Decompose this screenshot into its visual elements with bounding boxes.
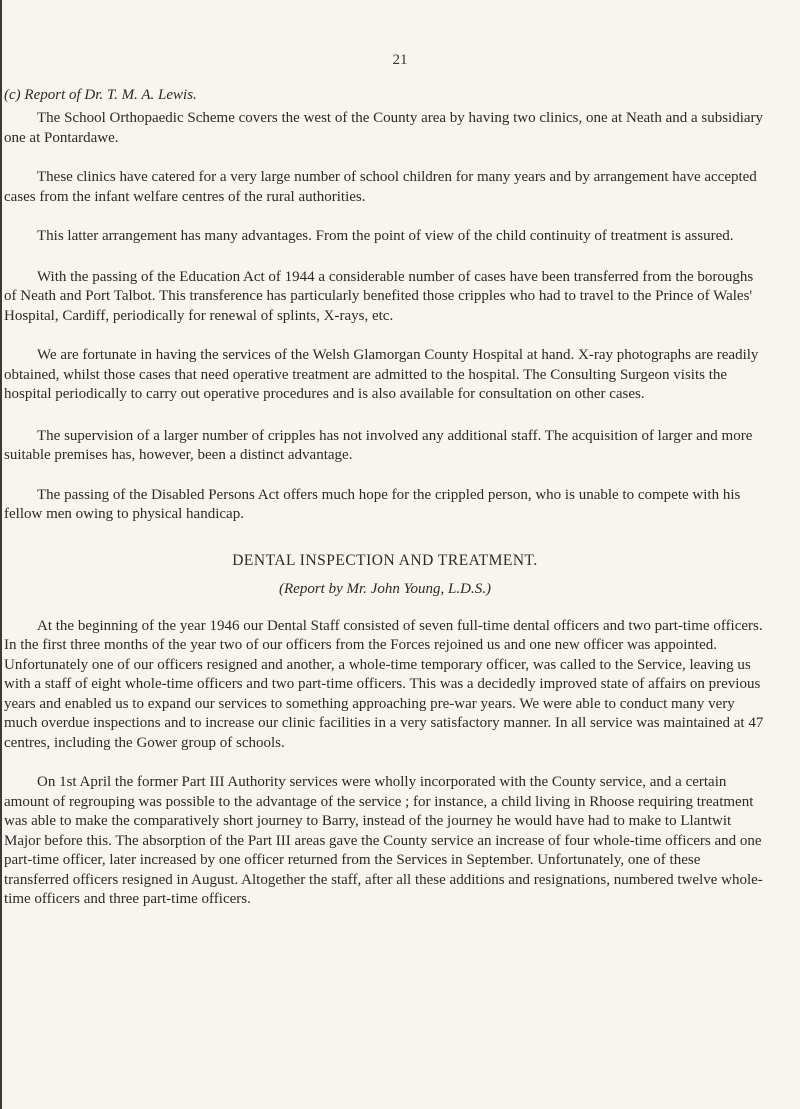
document-body [4, 86, 766, 910]
dental-paragraph: On 1st April the former Part III Authority services were wholly incorporated with the County service, and a certain amount of regrouping was possible to the advantage of the service ; for instance, a child living in Rhoose requiring treatment was able to make the comparatively short journey to Barry, instead of the journey he would have had to make to Llantwit Major before this. The absorption of the Part III areas gave the County service an increase of four whole-time officers and one part-time officer, later increased by one officer returned from the Services in September. Unfortunately, one of these transferred officers resigned in August. Altogether the staff, after all these additions and resignations, numbered twelve whole-time officers and three part-time officers. [4, 774, 763, 907]
orthopaedic-paragraph: These clinics have catered for a very large number of school children for many years and by arrangement have accepted cases from the infant welfare centres of the rural authorities. [4, 169, 757, 205]
dental-paragraph: At the beginning of the year 1946 our Dental Staff consisted of seven full-time dental officers and two part-time officers. In the first three months of the year two of our officers from the Forces rejoined us and one new officer was appointed. Unfortunately one of our officers resigned and another, a whole-time temporary officer, was called to the Service, leaving us with a staff of eight whole-time officers and two part-time officers. This was a decidedly improved state of affairs on previous years and enabled us to expand our services to something approaching pre-war years. We were able to conduct many very much overdue inspections and to increase our clinic facilities in a very satisfactory manner. In all service was maintained at 47 centres, including the Gower group of schools. [4, 617, 764, 751]
report-heading-prefix: (c) [4, 87, 21, 103]
orthopaedic-paragraph: With the passing of the Education Act of 1944 a considerable number of cases have been transferred from the boroughs of Neath and Port Talbot. This transference has particularly benefited those cripples who had to travel to the Prince of Wales' Hospital, Cardiff, periodically for renewal of splints, X-rays, etc. [4, 268, 754, 324]
orthopaedic-paragraph: The passing of the Disabled Persons Act offers much hope for the crippled person, who is unable to compete with his fellow men owing to physical handicap. [4, 486, 741, 522]
dental-section-subtitle: (Report by Mr. John Young, L.D.S.) [279, 580, 491, 597]
orthopaedic-paragraph: We are fortunate in having the services of the Welsh Glamorgan County Hospital at hand. X-ray photographs are readily obtained, whilst those cases that need operative treatment are admitted to the hospital. The Consulting Surgeon visits the hospital periodically to carry out operative procedures and is also available for consultation on other cases. [4, 347, 759, 402]
orthopaedic-paragraph: The supervision of a larger number of cripples has not involved any additional staff. The acquisition of larger and more suitable premises has, however, been a distinct advantage. [4, 427, 753, 463]
report-heading [4, 86, 766, 105]
orthopaedic-paragraph: This latter arrangement has many advantages. From the point of view of the child continuity of treatment is assured. [37, 228, 734, 244]
report-heading-title: Report of Dr. T. M. A. Lewis. [24, 87, 197, 103]
page-binding-edge [0, 0, 2, 1109]
page-number: 21 [392, 52, 408, 68]
dental-section-title: DENTAL INSPECTION AND TREATMENT. [232, 551, 538, 569]
orthopaedic-paragraph: The School Orthopaedic Scheme covers the west of the County area by having two clinics, one at Neath and a subsidiary one at Pontardawe. [4, 110, 764, 146]
